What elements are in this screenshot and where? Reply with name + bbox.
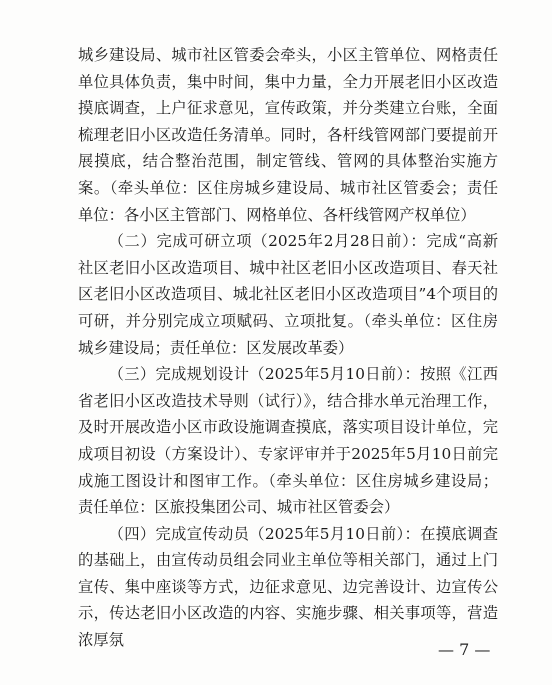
document-body: [78, 42, 498, 654]
paragraph-continuation: 城乡建设局、城市社区管委会牵头，小区主管单位、网格责任单位具体负责，集中时间，集中力量，全力开展老旧小区改造摸底调查，上户征求意见，宣传政策，并分类建立台账，全面梳理老旧小区改造任务清单。同时，各杆线管网部门要提前开展摸底，结合整治范围，制定管线、管网的具体整治实施方案。（牵头单位：区住房城乡建设局、城市社区管委会；责任单位：各小区主管部门、网格单位、各杆线管网产权单位）: [78, 46, 498, 224]
paragraph-publicity-mobilization: （四）完成宣传动员（2025年5月10日前）：在摸底调查的基础上，由宣传动员组会同业主单位等相关部门，通过上门宣传、集中座谈等方式，边征求意见、边完善设计、边宣传公示，传达老旧小区改造的内容、实施步骤、相关事项等，营造浓厚氛: [78, 524, 498, 650]
paragraph-planning-design: （三）完成规划设计（2025年5月10日前）：按照《江西省老旧小区改造技术导则（试行）》，结合排水单元治理工作，及时开展改造小区市政设施调查摸底，落实项目设计单位，完成项目初设（方案设计）、专家评审并于2025年5月10日前完成施工图设计和图审工作。（牵头单位：区住房城乡建设局；责任单位：区旅投集团公司、城市社区管委会）: [78, 365, 498, 517]
page-number: — 7 —: [438, 640, 491, 659]
paragraph-feasibility-study: （二）完成可研立项（2025年2月28日前）：完成“高新社区老旧小区改造项目、城中社区老旧小区改造项目、春天社区老旧小区改造项目、城北社区老旧小区改造项目”4个项目的可研，并分别完成立项赋码、立项批复。（牵头单位：区住房城乡建设局；责任单位：区发展改革委）: [78, 232, 498, 357]
